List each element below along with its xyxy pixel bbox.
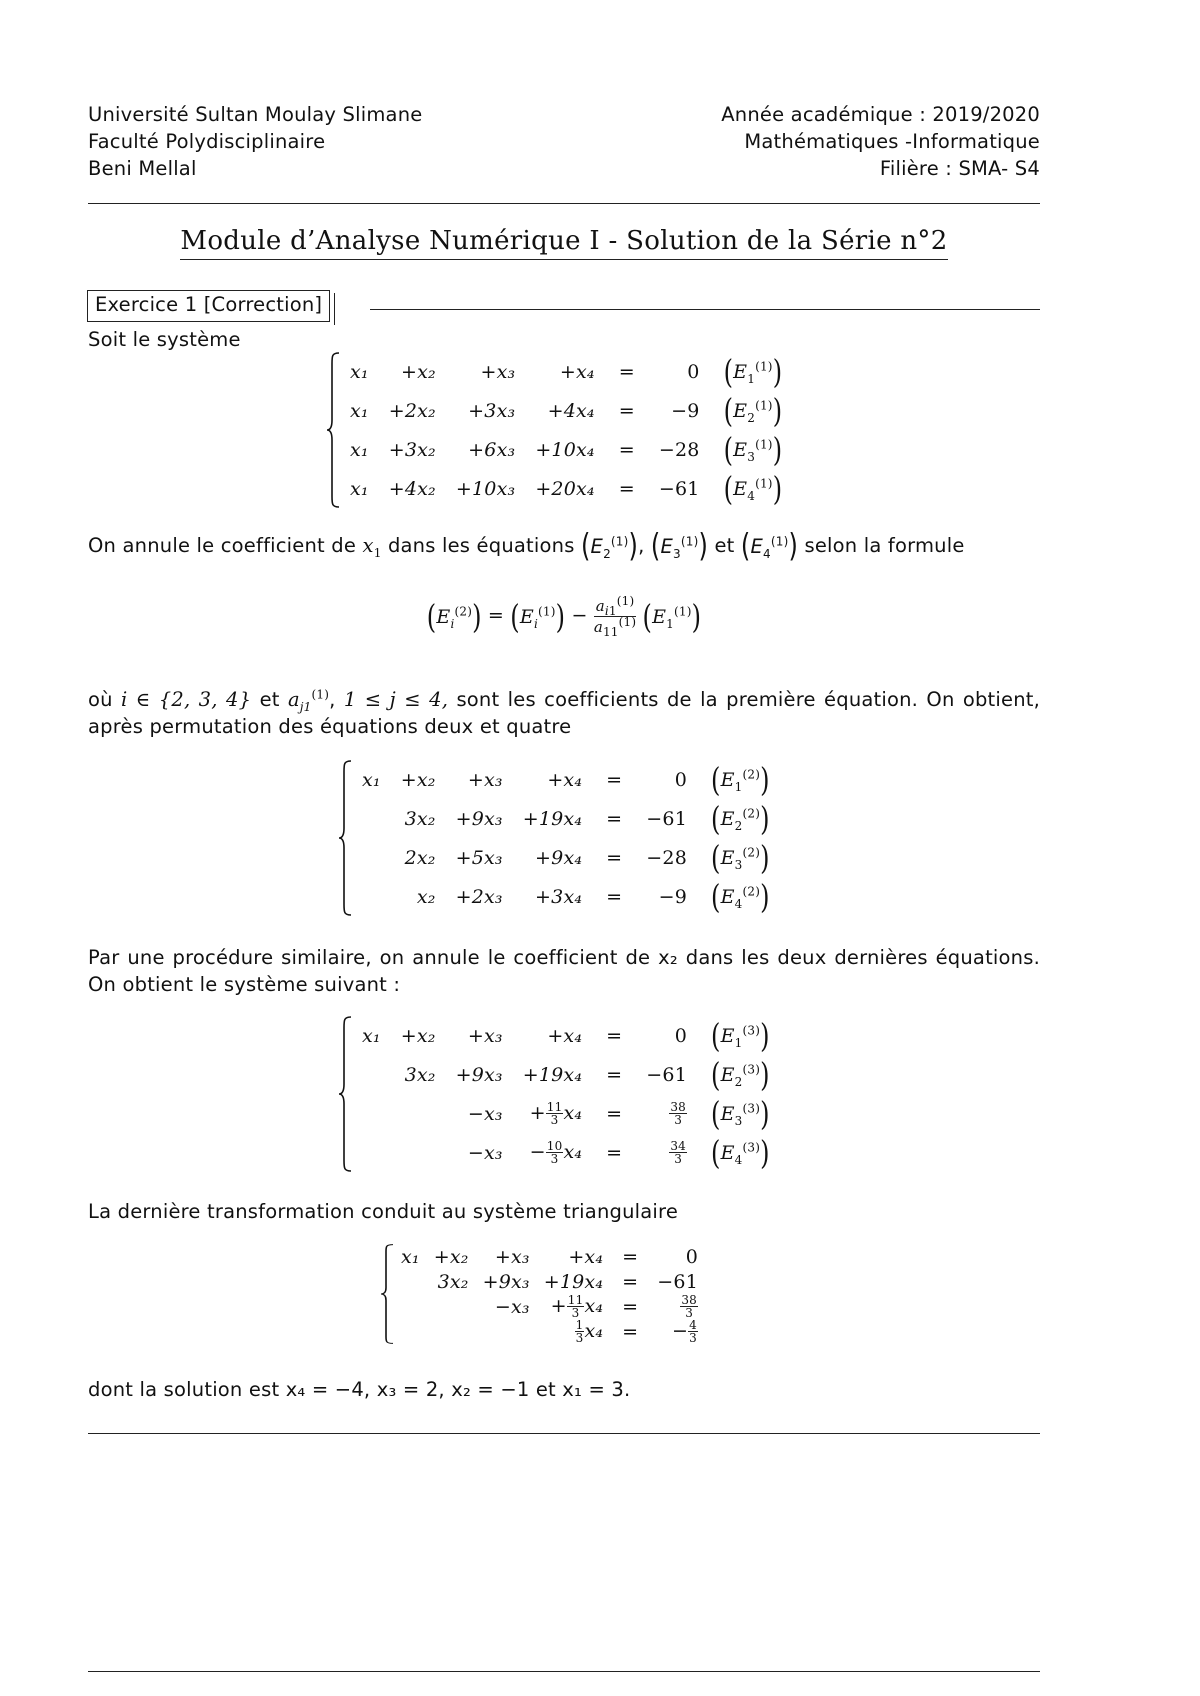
system-3	[338, 1016, 780, 1172]
equation-term: +x₃	[480, 360, 516, 383]
exercise-label: Exercice 1 [Correction]	[87, 290, 330, 322]
equation-term: x₁	[350, 438, 369, 461]
faculty-name: Faculté Polydisciplinaire	[88, 130, 326, 153]
equals-sign: =	[606, 885, 623, 908]
fraction: $\frac{1}{3}$	[575, 1318, 584, 1345]
equation-term: +x₂	[401, 360, 436, 383]
equation-term: +x₄	[547, 768, 583, 791]
rhs-value: −28	[658, 438, 700, 461]
equals-sign: =	[618, 438, 635, 461]
equals-sign: =	[622, 1245, 639, 1268]
equals-sign: =	[606, 1024, 623, 1047]
rhs-value: −61	[646, 807, 687, 830]
equation-term: +19x₄	[522, 807, 583, 830]
rhs-value: 0	[685, 1245, 698, 1268]
paragraph-3: Par une procédure similaire, on annule le coefficient de x₂ dans les deux dernières équations. On obtient le système suivant :	[88, 946, 1040, 996]
equation-term: +3x₂	[388, 438, 436, 461]
equation-term: +x₂	[400, 1024, 436, 1047]
header-right	[721, 101, 1040, 182]
equation-row	[340, 430, 792, 469]
equation-term: x₂	[416, 885, 436, 908]
rhs-value: −61	[657, 1270, 698, 1293]
equation-term	[391, 1133, 446, 1172]
equals-sign: =	[606, 1063, 623, 1086]
equals-sign: =	[622, 1295, 639, 1318]
equation-label: $(E_3^{(3)})$	[711, 1094, 770, 1133]
left-brace	[326, 352, 340, 508]
equation-term	[476, 1319, 537, 1344]
equation-term: 2x₂	[404, 846, 436, 869]
rhs-value: 0	[687, 360, 700, 383]
equation-term: +2x₃	[455, 885, 503, 908]
equals-sign: =	[622, 1320, 639, 1343]
equation-term: +6x₃	[468, 438, 516, 461]
equation-row	[352, 1094, 780, 1133]
equation-term: +x₂	[400, 768, 436, 791]
equation-row	[394, 1269, 705, 1294]
equation-term: −x₃	[494, 1295, 530, 1318]
equation-term: $\frac{1}{3}$ x₄	[575, 1318, 604, 1345]
equation-term: +x₃	[467, 1024, 503, 1047]
intro-text: Soit le système	[88, 328, 241, 351]
equation-term	[352, 1094, 391, 1133]
equation-term: +x₃	[494, 1245, 530, 1268]
equation-label: $(E_3^{(2)})$	[711, 838, 770, 877]
elimination-formula: $(E_i^{(2)}) = (E_i^{(1)})$ − $\frac{a_{i1}^{(1)}}{a_{11}^{(1)}}$ $(E_1^{(1)})$	[426, 594, 702, 639]
equation-row	[340, 469, 792, 508]
equation-term	[427, 1294, 476, 1319]
paragraph-2: où i ∈ {2, 3, 4} et $a_{j1}^{(1)}$, 1 ≤ j ≤ 4, sont les coefficients de la première équation. On obtient, après permutation des équations deux et quatre	[88, 687, 1040, 738]
equation-row	[352, 799, 780, 838]
equation-row	[394, 1244, 705, 1269]
rhs-value: −9	[671, 399, 700, 422]
header-left	[88, 101, 422, 182]
equation-term: x₁	[350, 360, 369, 383]
equation-row	[352, 1055, 780, 1094]
city-name: Beni Mellal	[88, 157, 197, 180]
program: Filière : SMA- S4	[879, 157, 1040, 180]
equation-label: $(E_2^{(3)})$	[711, 1055, 770, 1094]
equation-term: x₁	[350, 399, 369, 422]
equation-row	[352, 1016, 780, 1055]
equation-label: $(E_1^{(1)})$	[723, 352, 783, 391]
equation-label: $(E_4^{(2)})$	[711, 877, 770, 916]
conclusion-text: dont la solution est x₄ = −4, x₃ = 2, x₂ = −1 et x₁ = 3.	[88, 1378, 631, 1401]
equation-term: +9x₃	[455, 1063, 503, 1086]
equation-term: +10x₄	[535, 438, 595, 461]
equation-term: +9x₃	[455, 807, 503, 830]
equation-term: 3x₂	[404, 807, 436, 830]
equation-term: 3x₂	[437, 1270, 469, 1293]
equation-term: +x₄	[568, 1245, 604, 1268]
academic-year: Année académique : 2019/2020	[721, 103, 1040, 126]
equation-term	[394, 1269, 427, 1294]
equation-label: $(E_1^{(3)})$	[711, 1016, 770, 1055]
page-title: Module d’Analyse Numérique I - Solution de la Série n°2	[0, 226, 1128, 256]
equation-term: − $\frac{10}{3}$ x₄	[529, 1139, 583, 1166]
equation-term: +4x₄	[547, 399, 595, 422]
equation-label: $(E_4^{(1)})$	[723, 469, 783, 508]
equation-term: +9x₄	[535, 846, 583, 869]
rhs-value: − $\frac{4}{3}$	[672, 1318, 697, 1345]
rhs-value	[636, 1094, 697, 1133]
equation-label: $(E_2^{(1)})$	[723, 391, 783, 430]
equals-sign: =	[618, 360, 635, 383]
fraction: $\frac{34}{3}$	[670, 1139, 686, 1166]
fraction: $\frac{11}{3}$	[546, 1100, 563, 1127]
equation-term: −x₃	[467, 1141, 503, 1164]
equation-term: x₁	[362, 1024, 381, 1047]
equation-term: +x₃	[467, 768, 503, 791]
equals-sign: =	[618, 399, 635, 422]
university-name: Université Sultan Moulay Slimane	[88, 103, 423, 126]
paragraph-4: La dernière transformation conduit au système triangulaire	[88, 1200, 679, 1223]
equation-term	[352, 877, 391, 916]
equals-sign: =	[606, 768, 623, 791]
equals-sign: =	[606, 1102, 623, 1125]
equals-sign: =	[618, 477, 635, 500]
rhs-value: −28	[646, 846, 687, 869]
equation-label: $(E_4^{(3)})$	[711, 1133, 770, 1172]
equation-term: +3x₄	[535, 885, 583, 908]
equation-row	[340, 391, 792, 430]
equation-term: +9x₃	[482, 1270, 530, 1293]
equation-term: x₁	[401, 1245, 420, 1268]
equation-term: x₁	[350, 477, 369, 500]
equation-term: +19x₄	[522, 1063, 583, 1086]
equation-term: 3x₂	[404, 1063, 436, 1086]
equation-label: $(E_1^{(2)})$	[711, 760, 770, 799]
equation-term: +4x₂	[388, 477, 436, 500]
equation-term: +10x₃	[455, 477, 516, 500]
coefficient-fraction: $\frac{a_{i1}^{(1)}}{a_{11}^{(1)}}$	[593, 594, 637, 639]
equation-term: +x₄	[547, 1024, 583, 1047]
equation-term: +20x₄	[535, 477, 595, 500]
equals-sign: =	[606, 807, 623, 830]
equation-term	[352, 1055, 391, 1094]
equation-term	[394, 1294, 427, 1319]
equation-term: +x₄	[559, 360, 595, 383]
equation-term: +19x₄	[543, 1270, 604, 1293]
equation-row	[352, 1133, 780, 1172]
equation-term: −x₃	[467, 1102, 503, 1125]
fraction: $\frac{38}{3}$	[681, 1293, 697, 1320]
equation-term	[394, 1319, 427, 1344]
fraction: $\frac{10}{3}$	[546, 1139, 563, 1166]
rhs-value	[636, 1133, 697, 1172]
equation-row	[394, 1294, 705, 1319]
equals-sign: =	[606, 846, 623, 869]
equation-term	[352, 1133, 391, 1172]
rhs-value: −61	[646, 1063, 687, 1086]
equation-row	[352, 760, 780, 799]
equation-term: +3x₃	[468, 399, 516, 422]
header-divider	[88, 203, 1040, 204]
equation-term: +x₂	[433, 1245, 469, 1268]
equals-sign: =	[622, 1270, 639, 1293]
equation-row	[352, 877, 780, 916]
fraction: $\frac{11}{3}$	[567, 1293, 584, 1320]
equation-term: +5x₃	[455, 846, 503, 869]
equation-row	[394, 1319, 705, 1344]
section-divider	[88, 1433, 1040, 1434]
fraction: $\frac{4}{3}$	[689, 1318, 697, 1345]
rhs-value: 0	[674, 1024, 687, 1047]
equation-term: + $\frac{11}{3}$ x₄	[529, 1100, 583, 1127]
equation-term: + $\frac{11}{3}$ x₄	[550, 1293, 604, 1320]
equation-term	[352, 838, 391, 877]
equation-label: $(E_3^{(1)})$	[723, 430, 783, 469]
footer-divider	[88, 1671, 1040, 1672]
rhs-value: 0	[674, 768, 687, 791]
rhs-value	[650, 1294, 705, 1319]
system-1	[326, 352, 792, 508]
system-4	[380, 1244, 705, 1344]
equation-row	[340, 352, 792, 391]
fraction: $\frac{38}{3}$	[670, 1100, 686, 1127]
left-brace	[380, 1244, 394, 1344]
equation-label: $(E_2^{(2)})$	[711, 799, 770, 838]
left-brace	[338, 760, 352, 916]
equation-term: +2x₂	[388, 399, 436, 422]
equals-sign: =	[606, 1141, 623, 1164]
left-brace	[338, 1016, 352, 1172]
equation-term	[391, 1094, 446, 1133]
equation-term	[427, 1319, 476, 1344]
equation-term: x₁	[362, 768, 381, 791]
department: Mathématiques -Informatique	[744, 130, 1040, 153]
equation-row	[352, 838, 780, 877]
equation-term	[352, 799, 391, 838]
rhs-value: −61	[658, 477, 700, 500]
system-2	[338, 760, 780, 916]
rhs-value: −9	[658, 885, 687, 908]
exercise-divider	[370, 309, 1040, 310]
paragraph-1: On annule le coefficient de $x_1$ dans les équations $(E_2^{(1)})$, $(E_3^{(1)})$ et $(E_4^{(1)})$ selon la formule	[88, 526, 965, 565]
